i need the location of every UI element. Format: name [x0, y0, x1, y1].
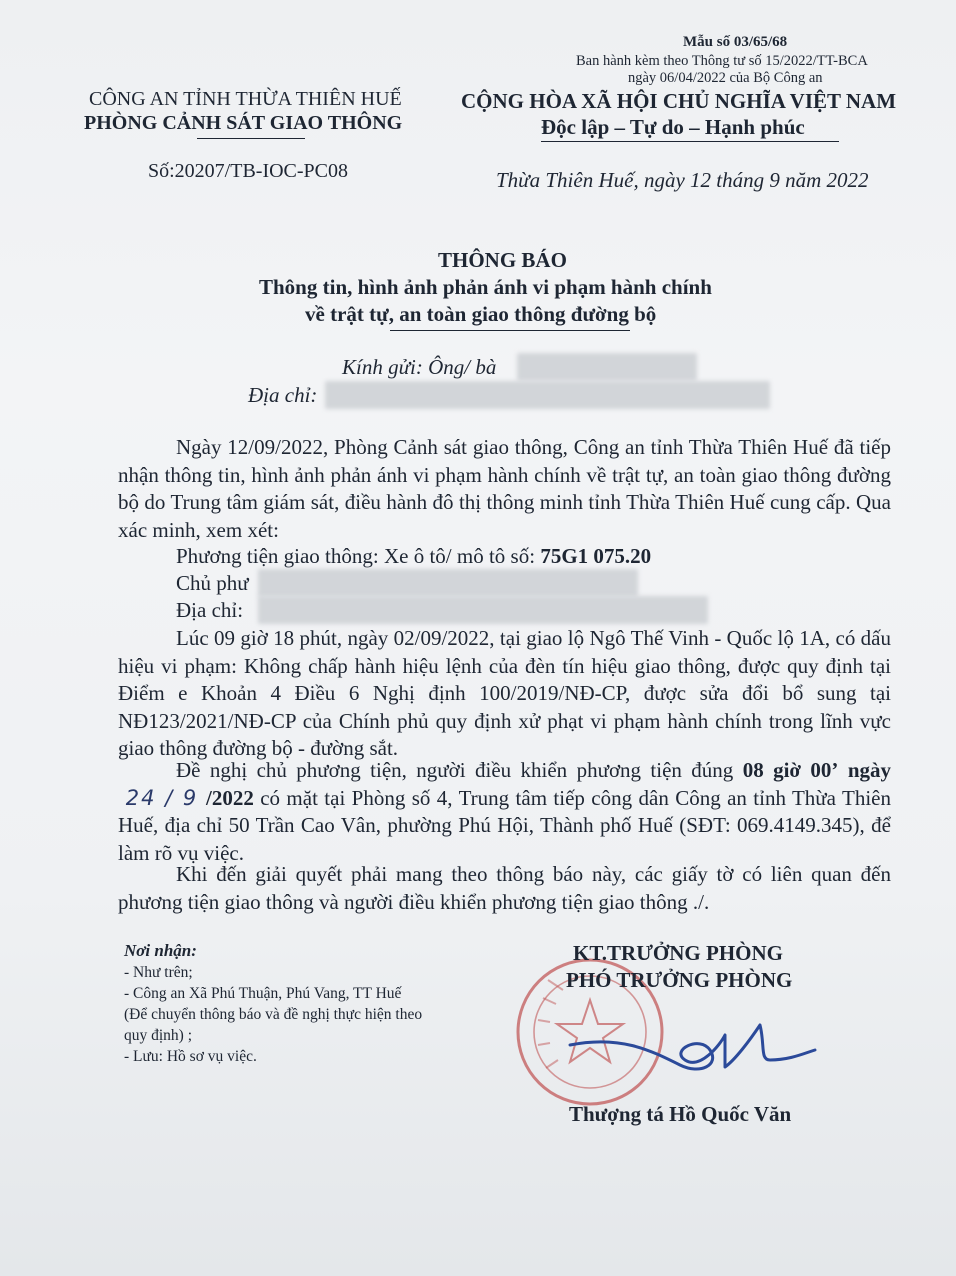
recipient-item: quy định) ; [124, 1027, 193, 1044]
republic-title: CỘNG HÒA XÃ HỘI CHỦ NGHĨA VIỆT NAM [461, 89, 897, 113]
owner-label: Chủ phư [176, 571, 249, 595]
redacted-recipient-name [517, 353, 697, 381]
national-motto: Độc lập – Tự do – Hạnh phúc [541, 115, 805, 139]
subtitle-part-b: an toàn giao thông đường bộ [393, 302, 657, 326]
redacted-recipient-address [325, 381, 770, 409]
redacted-owner-address [258, 596, 708, 624]
p3-start: Đề nghị chủ phương tiện, người điều khiển phương tiện đúng [176, 758, 743, 782]
agency-parent: CÔNG AN TỈNH THỪA THIÊN HUẾ [89, 88, 402, 110]
notice-subtitle-line1: Thông tin, hình ảnh phản ánh vi phạm hành chính [259, 275, 712, 299]
vehicle-plate: 75G1 075.20 [540, 544, 652, 568]
recipient-item: - Lưu: Hồ sơ vụ việc. [124, 1048, 257, 1065]
body-paragraph-3 [118, 757, 891, 867]
greeting: Kính gửi: Ông/ bà [342, 355, 497, 379]
form-number: Mẫu số 03/65/68 [683, 34, 788, 50]
vehicle-label: Phương tiện giao thông: Xe ô tô/ mô tô số: [176, 544, 541, 568]
motto-underline [541, 141, 839, 142]
p3-time: 08 giờ 00’ [742, 758, 839, 782]
issued-note-line1: Ban hành kèm theo Thông tư số 15/2022/TT-BCA [576, 53, 868, 69]
issued-note-line2: ngày 06/04/2022 của Bộ Công an [628, 70, 823, 86]
agency-name: PHÒNG CẢNH SÁT GIAO THÔNG [84, 112, 403, 134]
handwritten-signature [560, 1005, 820, 1095]
recipient-address-label: Địa chỉ: [248, 383, 318, 407]
place-date: Thừa Thiên Huế, ngày 12 tháng 9 năm 2022 [496, 168, 869, 192]
signature-title-1: KT.TRƯỞNG PHÒNG [573, 941, 783, 965]
signature-title-2: PHÓ TRƯỞNG PHÒNG [566, 968, 793, 992]
p3-day-label: ngày [847, 758, 891, 782]
body-paragraph-1: Ngày 12/09/2022, Phòng Cảnh sát giao thông, Công an tỉnh Thừa Thiên Huế đã tiếp nhận thông tin, hình ảnh phản ánh vi phạm hành chính về trật tự, an toàn giao thông đường bộ do Trung tâm giám sát, điều hành đô thị thông minh tỉnh Thừa Thiên Huế cung cấp. Qua xác minh, xem xét: [118, 435, 891, 542]
p3-rest: có mặt tại Phòng số 4, Trung tâm tiếp công dân Công an tỉnh Thừa Thiên Huế, địa chỉ 50 Trần Cao Vân, phường Phú Hội, Thành phố Huế (SĐT: 069.4149.345), để làm rõ vụ việc. [118, 785, 891, 865]
body-paragraph-4: Khi đến giải quyết phải mang theo thông báo này, các giấy tờ có liên quan đến phương tiện giao thông và người điều khiển phương tiện giao thông ./. [118, 862, 891, 914]
owner-address-label: Địa chỉ: [176, 598, 244, 622]
document-number: Số:20207/TB-IOC-PC08 [148, 160, 349, 182]
recipients-list [124, 962, 422, 1067]
signer-name: Thượng tá Hồ Quốc Văn [569, 1102, 792, 1126]
p3-year: /2022 [206, 785, 254, 810]
handwritten-date: 24 / 9 [125, 785, 199, 810]
recipient-item: - Công an Xã Phú Thuận, Phú Vang, TT Huế [124, 985, 402, 1002]
notice-title: THÔNG BÁO [438, 248, 567, 272]
recipients-title: Nơi nhận: [124, 941, 197, 960]
vehicle-line [176, 544, 651, 569]
notice-subtitle-line2 [305, 302, 656, 327]
title-underline [390, 330, 630, 331]
redacted-owner-name [258, 569, 638, 597]
recipient-item: (Để chuyển thông báo và đề nghị thực hiện theo [124, 1006, 423, 1023]
recipient-item: - Như trên; [124, 964, 193, 981]
agency-underline [197, 138, 305, 139]
body-paragraph-2: Lúc 09 giờ 18 phút, ngày 02/09/2022, tại giao lộ Ngô Thế Vinh - Quốc lộ 1A, có dấu hiệu vi phạm: Không chấp hành hiệu lệnh của đèn tín hiệu giao thông, được quy định tại Điểm e Khoản 4 Điều 6 Nghị định 100/2019/NĐ-CP, được sửa đổi bổ sung tại NĐ123/2021/NĐ-CP của Chính phủ quy định xử phạt vi phạm hành chính trong lĩnh vực giao thông đường bộ - đường sắt. [118, 626, 891, 760]
subtitle-part-a: về trật tự, [305, 302, 394, 326]
